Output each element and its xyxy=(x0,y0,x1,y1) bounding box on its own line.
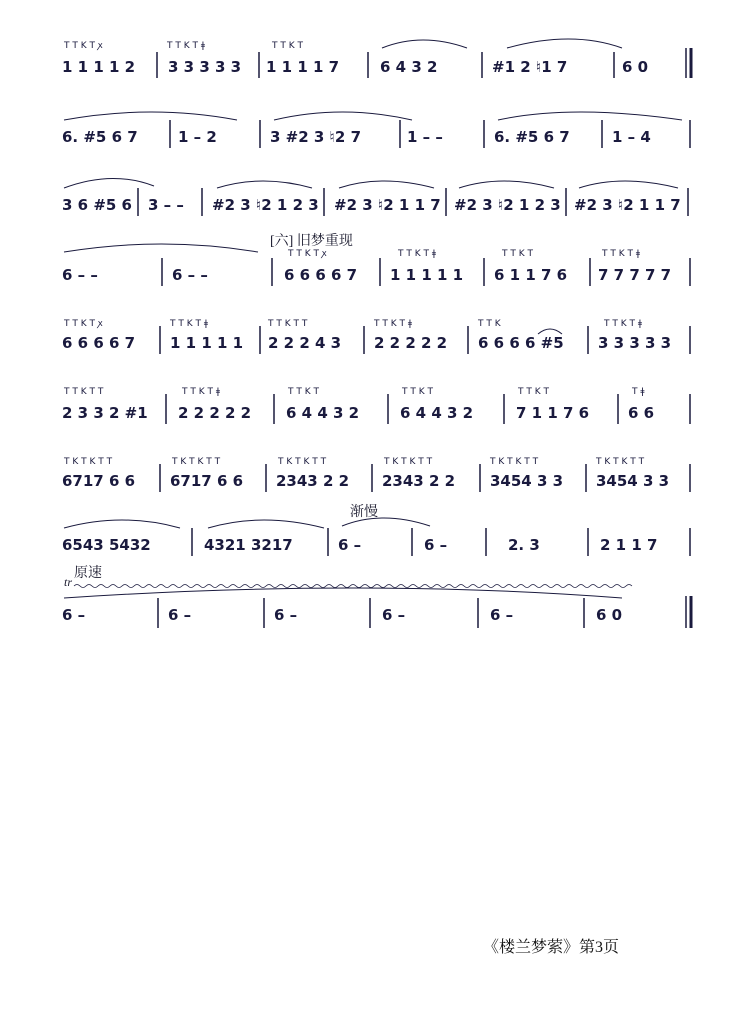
svg-text:T T K T ǂ: T T K T ǂ xyxy=(604,319,642,329)
svg-text:T K T K T T: T K T K T T xyxy=(64,457,113,467)
svg-text:T T K T ꭗ: T T K T ꭗ xyxy=(288,249,327,259)
svg-text:T T K T: T T K T xyxy=(518,387,549,397)
svg-text:2 3 3 2 #1: 2 3 3 2 #1 xyxy=(62,404,148,422)
svg-text:6 –: 6 – xyxy=(168,606,192,624)
svg-text:6 – –: 6 – – xyxy=(62,266,98,284)
svg-text:2343 2 2: 2343 2 2 xyxy=(382,472,456,490)
svg-text:6 –: 6 – xyxy=(382,606,406,624)
trill-mark: tr xyxy=(64,575,73,589)
svg-text:6 1 1 7 6: 6 1 1 7 6 xyxy=(494,266,568,284)
svg-text:1 1 1 1 2: 1 1 1 1 2 xyxy=(62,58,136,76)
svg-text:2. 3: 2. 3 xyxy=(508,536,540,554)
svg-text:T K T K T T: T K T K T T xyxy=(596,457,645,467)
svg-text:6 –: 6 – xyxy=(424,536,448,554)
svg-text:T K T K T T: T K T K T T xyxy=(384,457,433,467)
svg-text:6. #5 6 7: 6. #5 6 7 xyxy=(494,128,570,146)
svg-text:T T K T: T T K T xyxy=(502,249,533,259)
svg-text:T T K T T: T T K T T xyxy=(64,387,104,397)
svg-text:T T K: T T K xyxy=(478,319,501,329)
svg-text:1 – –: 1 – – xyxy=(407,128,443,146)
svg-text:3454 3 3: 3454 3 3 xyxy=(596,472,670,490)
svg-text:T T K T ǂ: T T K T ǂ xyxy=(602,249,640,259)
svg-text:2343 2 2: 2343 2 2 xyxy=(276,472,350,490)
svg-text:#2 3 ♮2 1 2 3: #2 3 ♮2 1 2 3 xyxy=(212,196,319,214)
svg-text:3 3 3 3 3: 3 3 3 3 3 xyxy=(598,334,672,352)
svg-text:6 0: 6 0 xyxy=(596,606,623,624)
svg-text:6717 6 6: 6717 6 6 xyxy=(170,472,244,490)
svg-text:3 – –: 3 – – xyxy=(148,196,184,214)
svg-text:T T K T ꭗ: T T K T ꭗ xyxy=(64,41,103,51)
svg-text:6 4 3 2: 6 4 3 2 xyxy=(380,58,438,76)
section-label: [六] 旧梦重现 xyxy=(270,234,353,249)
score-notation xyxy=(62,30,702,640)
svg-text:2 1 1 7: 2 1 1 7 xyxy=(600,536,658,554)
svg-text:6 6 6 6 7: 6 6 6 6 7 xyxy=(284,266,358,284)
svg-text:1 1 1 1 7: 1 1 1 1 7 xyxy=(266,58,340,76)
svg-text:T T K T: T T K T xyxy=(288,387,319,397)
tempo-slow-label: 渐慢 xyxy=(350,505,378,520)
page-footer: 《楼兰梦萦》第3页 xyxy=(483,939,620,956)
svg-text:2 2 2 4 3: 2 2 2 4 3 xyxy=(268,334,342,352)
svg-text:T T K T ǂ: T T K T ǂ xyxy=(167,41,205,51)
svg-text:6 –: 6 – xyxy=(62,606,86,624)
svg-text:#2 3 ♮2 1 2 3: #2 3 ♮2 1 2 3 xyxy=(454,196,561,214)
svg-text:#2 3 ♮2 1 1 7: #2 3 ♮2 1 1 7 xyxy=(574,196,681,214)
svg-text:6 6 6 6 7: 6 6 6 6 7 xyxy=(62,334,136,352)
svg-text:6 6: 6 6 xyxy=(628,404,655,422)
svg-text:4321 3217: 4321 3217 xyxy=(204,536,293,554)
svg-text:1 1 1 1 1: 1 1 1 1 1 xyxy=(390,266,464,284)
svg-text:1 – 4: 1 – 4 xyxy=(612,128,651,146)
svg-text:3 6 #5 6: 3 6 #5 6 xyxy=(62,196,132,214)
svg-text:1 – 2: 1 – 2 xyxy=(178,128,217,146)
svg-text:6 4 4 3 2: 6 4 4 3 2 xyxy=(286,404,360,422)
svg-text:T ǂ: T ǂ xyxy=(632,387,645,397)
svg-text:T T K T ǂ: T T K T ǂ xyxy=(374,319,412,329)
svg-text:7 1 1 7 6: 7 1 1 7 6 xyxy=(516,404,590,422)
svg-text:2 2 2 2 2: 2 2 2 2 2 xyxy=(178,404,252,422)
svg-text:3 3 3 3 3: 3 3 3 3 3 xyxy=(168,58,242,76)
svg-text:7 7 7 7 7: 7 7 7 7 7 xyxy=(598,266,672,284)
svg-text:6 – –: 6 – – xyxy=(172,266,208,284)
tempo-original-label: 原速 xyxy=(74,566,102,581)
svg-text:T T K T ǂ: T T K T ǂ xyxy=(170,319,208,329)
svg-text:6 –: 6 – xyxy=(274,606,298,624)
svg-text:6543 5432: 6543 5432 xyxy=(62,536,151,554)
svg-text:T T K T T: T T K T T xyxy=(268,319,308,329)
svg-text:6 0: 6 0 xyxy=(622,58,649,76)
svg-text:3454 3 3: 3454 3 3 xyxy=(490,472,564,490)
svg-text:1 1 1 1 1: 1 1 1 1 1 xyxy=(170,334,244,352)
svg-text:T T K T ꭗ: T T K T ꭗ xyxy=(64,319,103,329)
svg-text:#2 3 ♮2 1 1 7: #2 3 ♮2 1 1 7 xyxy=(334,196,441,214)
svg-text:6 –: 6 – xyxy=(338,536,362,554)
svg-text:T T K T: T T K T xyxy=(272,41,303,51)
svg-text:6717 6 6: 6717 6 6 xyxy=(62,472,136,490)
svg-text:6 6 6 6 #5: 6 6 6 6 #5 xyxy=(478,334,564,352)
svg-text:6 4 4 3 2: 6 4 4 3 2 xyxy=(400,404,474,422)
svg-text:3 #2 3 ♮2 7: 3 #2 3 ♮2 7 xyxy=(270,128,362,146)
svg-text:T T K T ǂ: T T K T ǂ xyxy=(398,249,436,259)
svg-text:T K T K T T: T K T K T T xyxy=(172,457,221,467)
svg-text:#1 2 ♮1 7: #1 2 ♮1 7 xyxy=(492,58,568,76)
svg-text:6. #5 6 7: 6. #5 6 7 xyxy=(62,128,138,146)
svg-text:T K T K T T: T K T K T T xyxy=(278,457,327,467)
svg-text:6 –: 6 – xyxy=(490,606,514,624)
svg-text:T T K T ǂ: T T K T ǂ xyxy=(182,387,220,397)
svg-text:T K T K T T: T K T K T T xyxy=(490,457,539,467)
svg-text:2 2 2 2 2: 2 2 2 2 2 xyxy=(374,334,448,352)
svg-text:T T K T: T T K T xyxy=(402,387,433,397)
